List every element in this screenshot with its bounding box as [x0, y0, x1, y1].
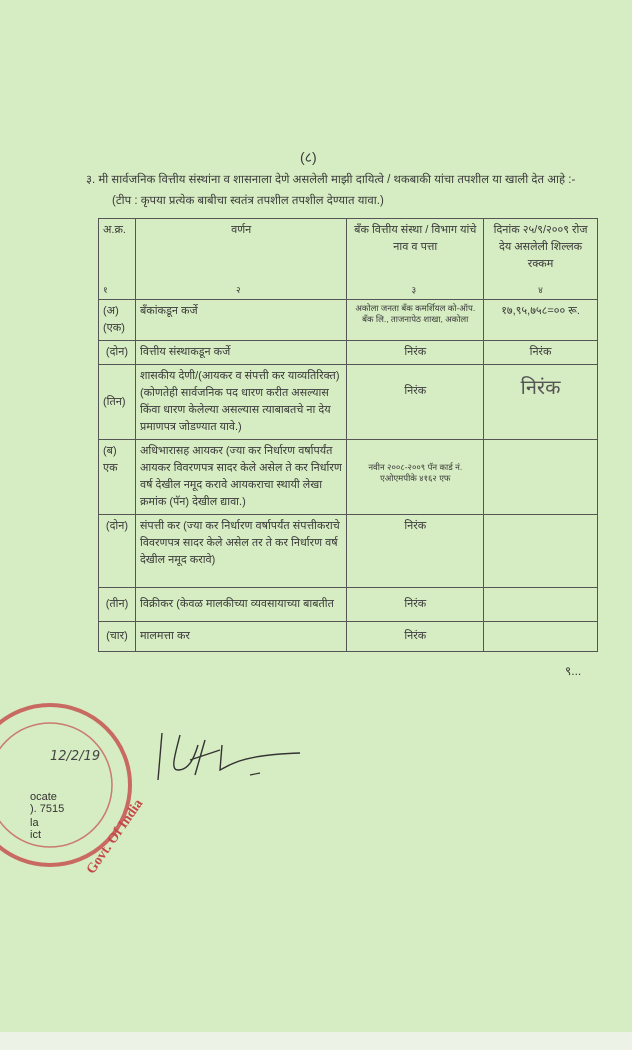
row-serial: (तिन) [99, 365, 136, 440]
header-amount: दिनांक २५/९/२००९ रोज देय असलेली शिल्लक रक्कम ४ [484, 219, 598, 300]
header-description: वर्णन २ [135, 219, 346, 300]
table-row [99, 440, 598, 515]
row-desc: अधिभारासह आयकर (ज्या कर निर्धारण वर्षापर्यंत आयकर विवरणपत्र सादर केले असेल ते कर निर्धारण वर्ष देखील नमूद करावे आयकराचा स्थायी लेखा क्रमांक (पॅन) देखील द्यावा.) [135, 440, 346, 515]
row-desc: वित्तीय संस्थाकडून कर्जे [135, 341, 346, 365]
row-bank: निरंक [347, 341, 484, 365]
scan-edge [0, 1032, 632, 1050]
row-bank: नवीन २००८-२००९ पॅन कार्ड नं. एओएमपीके ४१६२ एफ [347, 440, 484, 515]
table-header-row [99, 219, 598, 300]
continuation-marker: ९... [565, 664, 582, 678]
svg-text:Govt. Of India: Govt. Of India [83, 796, 147, 878]
row-amount-handwritten: निरंक [484, 365, 598, 440]
liabilities-table [98, 218, 598, 652]
section-intro: ३. मी सार्वजनिक वित्तीय संस्थांना व शासनाला देणे असलेली माझी दायित्वे / थकबाकी यांचा तपशील या खाली देत आहे :- [86, 174, 576, 186]
svg-text:ict: ict [30, 829, 41, 841]
table-row [99, 622, 598, 652]
row-serial: (दोन) [99, 341, 136, 365]
row-bank: निरंक [347, 622, 484, 652]
svg-text:). 7515: ). 7515 [30, 803, 65, 815]
row-amount [484, 440, 598, 515]
row-desc: बँकांकडून कर्जे [135, 300, 346, 341]
advocate-stamp [30, 680, 147, 878]
header-bank: बँक वित्तीय संस्था / विभाग यांचे नाव व पत्ता ३ [347, 219, 484, 300]
row-bank: निरंक [347, 365, 484, 440]
row-serial: (चार) [99, 622, 136, 652]
row-desc: विक्रीकर (केवळ मालकीच्या व्यवसायाच्या बाबतीत [135, 588, 346, 622]
row-serial: (तीन) [99, 588, 136, 622]
row-serial: (ब) एक [99, 440, 136, 515]
svg-text:la: la [30, 817, 39, 829]
header-serial: अ.क्र. १ [99, 219, 136, 300]
row-amount [484, 622, 598, 652]
row-bank: अकोला जनता बँक कमर्शियल को-ऑप. बँक लि., ताजनापेठ शाखा, अकोला [347, 300, 484, 341]
row-amount: १७,९५,७५८=०० रू. [484, 300, 598, 341]
page-number: (८) [300, 149, 317, 165]
row-desc: मालमत्ता कर [135, 622, 346, 652]
row-bank: निरंक [347, 588, 484, 622]
svg-text:12/2/19: 12/2/19 [50, 749, 101, 764]
table-row [99, 300, 598, 341]
row-amount: निरंक [484, 341, 598, 365]
table-row [99, 588, 598, 622]
row-bank: निरंक [347, 515, 484, 588]
table-row [99, 365, 598, 440]
row-desc: शासकीय देणी/(आयकर व संपत्ती कर याव्यतिरिक्त) (कोणतेही सार्वजनिक पद धारण करीत असल्यास किंवा धारण केलेल्या असल्यास त्याबाबतचे ना देय प्रमाणपत्र जोडण्यात यावे.) [135, 365, 346, 440]
table-row [99, 515, 598, 588]
svg-text:ocate: ocate [30, 791, 57, 803]
row-desc: संपत्ती कर (ज्या कर निर्धारण वर्षापर्यंत संपत्तीकराचे विवरणपत्र सादर केले असेल तर ते कर निर्धारण वर्ष देखील नमूद करावे) [135, 515, 346, 588]
section-note: (टीप : कृपया प्रत्येक बाबीचा स्वतंत्र तपशील तपशील देण्यात यावा.) [112, 195, 384, 207]
row-serial: (अ)(एक) [99, 300, 136, 341]
row-amount [484, 515, 598, 588]
signature [150, 725, 310, 795]
row-amount [484, 588, 598, 622]
row-serial: (दोन) [99, 515, 136, 588]
table-row [99, 341, 598, 365]
